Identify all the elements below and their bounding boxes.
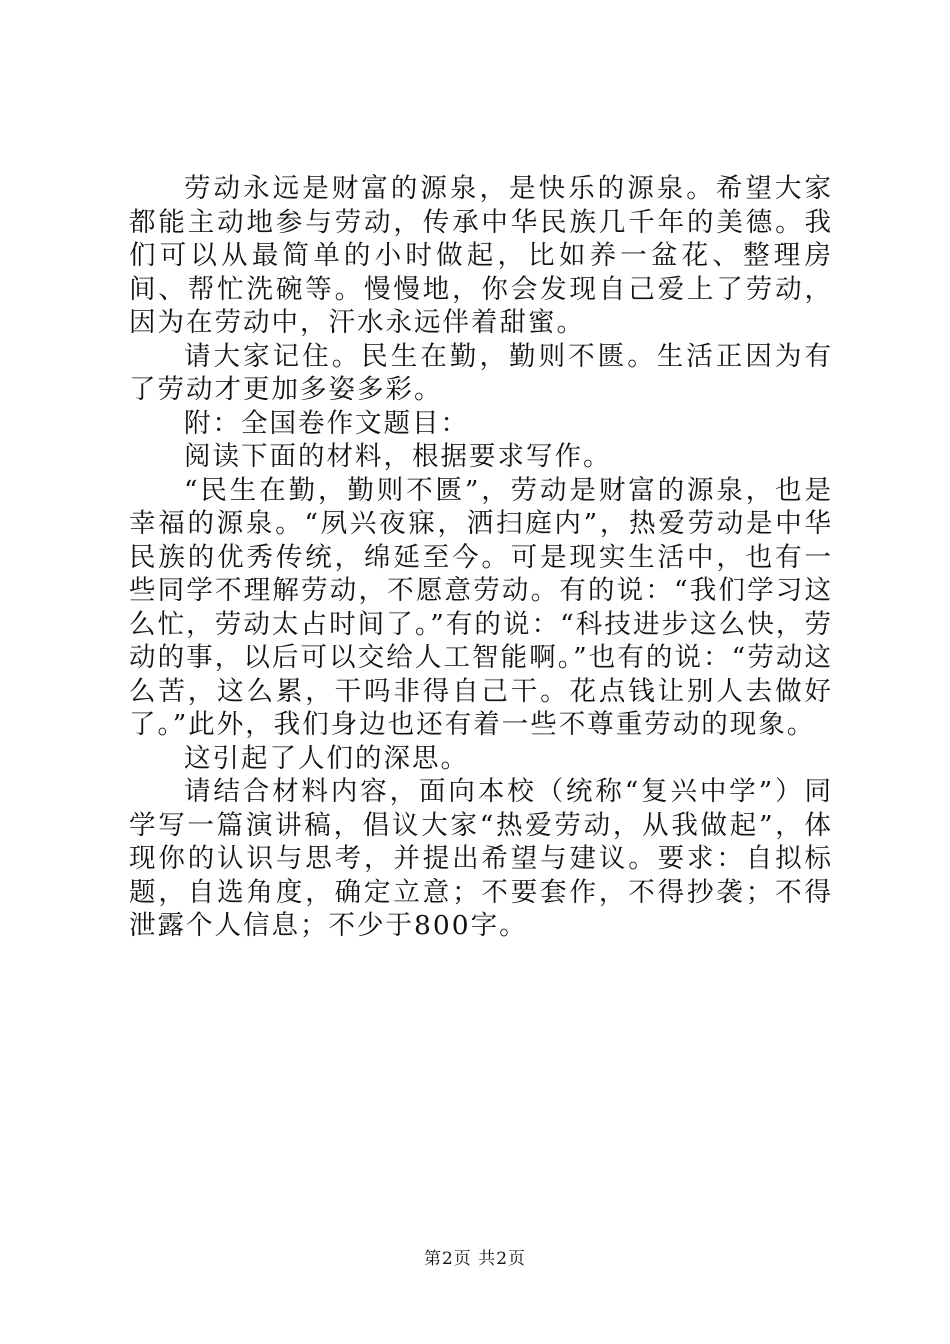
page-footer: 第2页 共2页 — [423, 1249, 527, 1269]
paragraph-labor-wealth: 劳动永远是财富的源泉，是快乐的源泉。希望大家都能主动地参与劳动，传承中华民族几千年的美德。我们可以从最简单的小时做起，比如养一盆花、整理房间、帮忙洗碗等。慢慢地，你会发现自己爱上了劳动，因为在劳动中，汗水永远伴着甜蜜。 — [129, 173, 833, 338]
paragraph-remember: 请大家记住。民生在勤，勤则不匮。生活正因为有了劳动才更加多姿多彩。 — [129, 340, 833, 405]
paragraph-material: “民生在勤，勤则不匮”，劳动是财富的源泉，也是幸福的源泉。“夙兴夜寐，洒扫庭内”，热爱劳动是中华民族的优秀传统，绵延至今。可是现实生活中，也有一些同学不理解劳动，不愿意劳动。有的说：“我们学习这么忙，劳动太占时间了。”有的说：“科技进步这么快，劳动的事，以后可以交给人工智能啊。”也有的说：“劳动这么苦，这么累，干吗非得自己干。花点钱让别人去做好了。”此外，我们身边也还有着一些不尊重劳动的现象。 — [129, 474, 833, 740]
paragraph-instructions: 阅读下面的材料，根据要求写作。 — [184, 441, 612, 472]
paragraph-appendix-title: 附：全国卷作文题目： — [184, 407, 469, 439]
document-body — [129, 172, 833, 943]
paragraph-requirements: 请结合材料内容，面向本校（统称“复兴中学”）同学写一篇演讲稿，倡议大家“热爱劳动，从我做起”，体现你的认识与思考，并提出希望与建议。要求：自拟标题，自选角度，确定立意；不要套作，不得抄袭；不得泄露个人信息；不少于800字。 — [129, 776, 833, 941]
paragraph-reflection: 这引起了人们的深思。 — [184, 742, 469, 774]
